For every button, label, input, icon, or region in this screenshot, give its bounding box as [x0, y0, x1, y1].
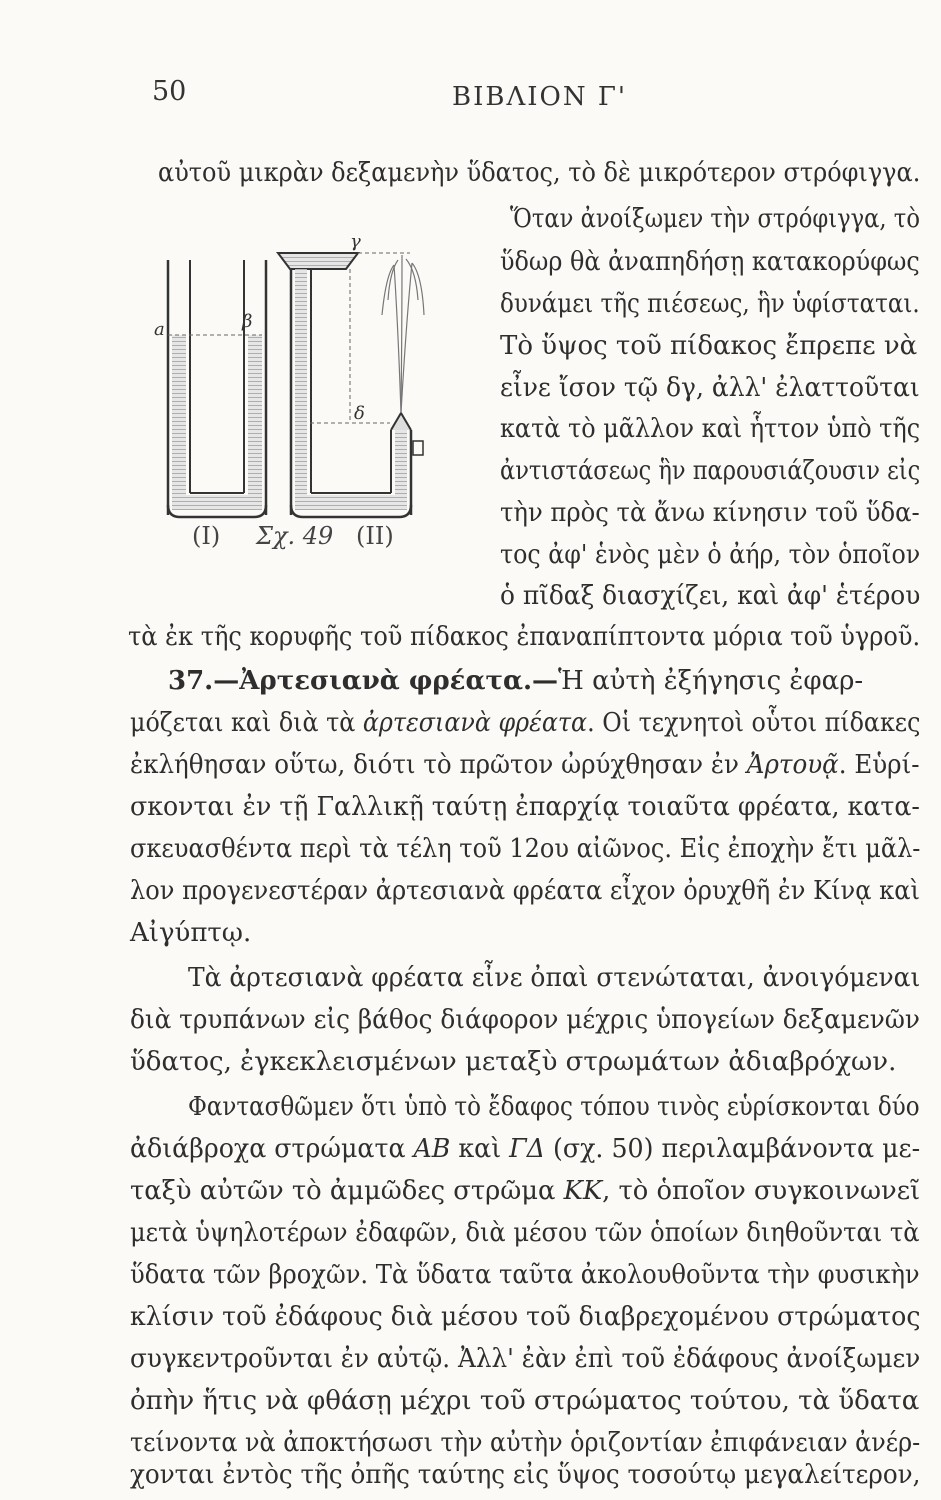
text-line: Τὰ ἀρτεσιανὰ φρέατα εἶνε ὀπαὶ στενώταται, ἀνοιγόμεναι	[188, 963, 921, 993]
text-line: ὀπὴν ἥτις νὰ φθάσῃ μέχρι τοῦ στρώματος τούτου, τὰ ὕδατα	[130, 1386, 920, 1416]
figure-caption: Σχ. 49	[256, 522, 334, 550]
text-line: τος ἀφ' ἑνὸς μὲν ὁ ἀήρ, τὸν ὁποῖον	[500, 540, 921, 570]
page-number: 50	[152, 76, 187, 107]
italic-term: ΑΒ	[413, 1134, 451, 1164]
text-line: αὐτοῦ μικρὰν δεξαμενὴν ὕδατος, τὸ δὲ μικρότερον στρόφιγγα.	[158, 158, 921, 188]
italic-term: ἀρτεσιανὰ φρέατα	[362, 708, 588, 738]
text-line: δυνάμει τῆς πιέσεως, ἣν ὑφίσταται.	[500, 289, 920, 319]
text-line: συγκεντροῦνται ἐν αὐτῷ. Ἀλλ' ἐὰν ἐπὶ τοῦ ἐδάφους ἀνοίξωμεν	[130, 1344, 921, 1374]
text-line	[130, 1136, 920, 1162]
text-line: χονται ἐντὸς τῆς ὀπῆς ταύτης εἰς ὕψος τοσούτῳ μεγαλείτερον,	[130, 1460, 921, 1490]
text-line: Τὸ ὕψος τοῦ πίδακος ἔπρεπε νὰ	[500, 331, 918, 361]
text-line: τείνοντα νὰ ἀποκτήσωσι τὴν αὐτὴν ὁριζοντίαν ἐπιφάνειαν ἀνέρ-	[130, 1428, 921, 1458]
text-line: ὕδατα τῶν βροχῶν. Τὰ ὕδατα ταῦτα ἀκολουθοῦντα τὴν φυσικὴν	[130, 1260, 920, 1290]
text-line: σκευασθέντα περὶ τὰ τέλη τοῦ 12ου αἰῶνος. Εἰς ἐποχὴν ἔτι μᾶλ-	[130, 834, 921, 864]
figure-u-tubes	[150, 205, 450, 535]
text-span: ἀδιάβροχα στρώματα	[130, 1134, 414, 1164]
text-span: . Οἱ τεχνητοὶ οὗτοι πίδακες	[587, 708, 921, 738]
figure-label-b: β	[242, 311, 253, 332]
text-span: ταξὺ αὐτῶν τὸ ἀμμῶδες στρῶμα	[130, 1176, 564, 1206]
text-line: ἀντιστάσεως ἣν παρουσιάζουσιν εἰς	[500, 456, 921, 486]
italic-term: Ἀρτουᾷ	[746, 750, 839, 780]
text-span: , τὸ ὁποῖον συγκοινωνεῖ	[602, 1176, 921, 1206]
text-line: μετὰ ὑψηλοτέρων ἐδαφῶν, διὰ μέσου τῶν ὁποίων διηθοῦνται τὰ	[130, 1218, 920, 1248]
text-span: . Εὑρί-	[838, 750, 920, 780]
text-line	[130, 710, 920, 736]
section-title: —Ἀρτεσιανὰ φρέατα.—	[213, 666, 559, 696]
text-line: Ὅταν ἀνοίξωμεν τὴν στρόφιγγα, τὸ	[510, 204, 920, 234]
text-span: καὶ	[450, 1134, 510, 1164]
fountain-jet	[382, 255, 424, 413]
text-line: κατὰ τὸ μᾶλλον καὶ ἧττον ὑπὸ τῆς	[500, 414, 921, 444]
running-head: ΒΙΒΛΙΟΝ Γ'	[452, 82, 628, 112]
text-span: Ἡ αὐτὴ ἐξήγησις ἐφαρ-	[558, 666, 864, 696]
text-span: μόζεται καὶ διὰ τὰ	[130, 708, 363, 738]
section-heading-line	[168, 668, 863, 694]
section-number: 37.	[168, 666, 214, 696]
text-line: τὰ ἐκ τῆς κορυφῆς τοῦ πίδακος ἐπαναπίπτοντα μόρια τοῦ ὑγροῦ.	[128, 622, 921, 652]
text-line: ὁ πῖδαξ διασχίζει, καὶ ἀφ' ἑτέρου	[500, 581, 921, 611]
figure-label-d: δ	[354, 403, 365, 424]
figure-caption-right: (II)	[356, 522, 394, 550]
text-span: ἐκλήθησαν οὕτω, διότι τὸ πρῶτον ὠρύχθησαν ἐν	[130, 750, 747, 780]
italic-term: ΚΚ	[563, 1176, 603, 1206]
text-line: εἶνε ἴσον τῷ δγ, ἀλλ' ἐλαττοῦται	[500, 373, 920, 403]
text-line: διὰ τρυπάνων εἰς βάθος διάφορον μέχρις ὑπογείων δεξαμενῶν	[130, 1005, 920, 1035]
text-line: ὕδατος, ἐγκεκλεισμένων μεταξὺ στρωμάτων ἀδιαβρόχων.	[130, 1047, 897, 1077]
text-line: σκονται ἐν τῇ Γαλλικῇ ταύτῃ ἐπαρχίᾳ τοιαῦτα φρέατα, κατα-	[130, 792, 920, 822]
text-line: Φαντασθῶμεν ὅτι ὑπὸ τὸ ἔδαφος τόπου τινὸς εὑρίσκονται δύο	[188, 1092, 920, 1122]
figure-label-g: γ	[350, 231, 361, 252]
text-line: Αἰγύπτῳ.	[130, 918, 252, 948]
text-line: τὴν πρὸς τὰ ἄνω κίνησιν τοῦ ὕδα-	[500, 498, 920, 528]
text-line	[130, 1178, 920, 1204]
italic-term: ΓΔ	[509, 1134, 545, 1164]
u-tube-one	[168, 260, 266, 517]
text-span: (σχ. 50) περιλαμβάνοντα με-	[544, 1134, 921, 1164]
text-line: κλίσιν τοῦ ἐδάφους διὰ μέσου τοῦ διαβρεχομένου στρώματος	[130, 1302, 921, 1332]
figure-label-a: a	[154, 319, 165, 340]
text-line: ὕδωρ θὰ ἀναπηδήσῃ κατακορύφως	[500, 247, 920, 277]
text-line: λον προγενεστέραν ἀρτεσιανὰ φρέατα εἶχον ὀρυχθῆ ἐν Κίνᾳ καὶ	[130, 876, 920, 906]
figure-caption-left: (I)	[192, 522, 221, 550]
text-line	[130, 752, 920, 778]
